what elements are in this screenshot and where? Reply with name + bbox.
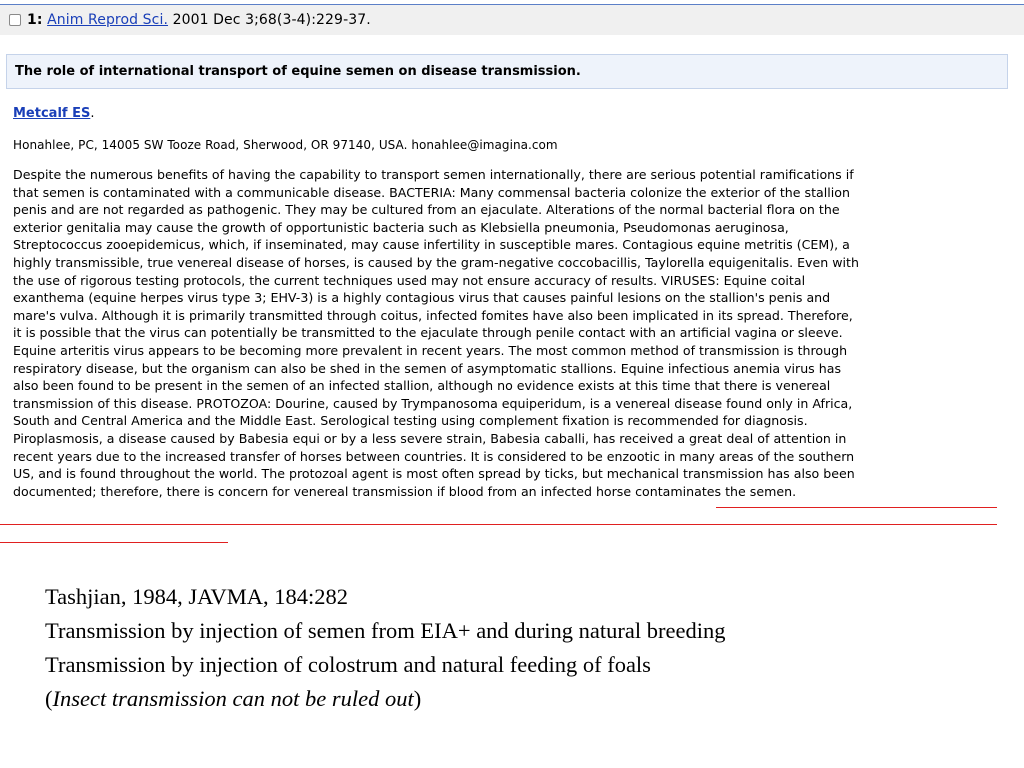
abstract-line: South and Central America and the Middle East. Serological testing using complement fixation is recommended for diagnosis. [13, 413, 808, 429]
abstract-line: the use of rigorous testing protocols, the current techniques used may not ensure accuracy of results. VIRUSES: Equine coital [13, 272, 806, 288]
italic-note: Insect transmission can not be ruled out [52, 686, 414, 711]
abstract-line: penis and are not regarded as pathogenic. They may be cultured from an ejaculate. Alterations of the normal bacterial flora on the [13, 202, 840, 218]
citation-number: 1: [27, 12, 43, 28]
abstract-line: respiratory disease, but the organism can also be shed in the semen of asymptomatic stallions. Equine infectious anemia virus has [13, 360, 842, 376]
paren-open: ( [45, 686, 53, 711]
slide-notes [45, 580, 725, 716]
abstract-line: Streptococcus zooepidemicus, which, if inseminated, may cause infertility in susceptible mares. Contagious equine metritis (CEM), a [13, 237, 850, 253]
citation-details: 2001 Dec 3;68(3-4):229-37. [172, 12, 371, 28]
author-suffix: . [90, 106, 95, 121]
affiliation: Honahlee, PC, 14005 SW Tooze Road, Sherwood, OR 97140, USA. honahlee@imagina.com [13, 138, 558, 152]
select-checkbox[interactable] [9, 14, 21, 26]
note-line: Transmission by injection of colostrum and natural feeding of foals [45, 652, 651, 677]
citation [27, 12, 371, 28]
journal-link[interactable]: Anim Reprod Sci. [47, 12, 169, 28]
abstract-line: Despite the numerous benefits of having the capability to transport semen internationally, there are serious potential ramifications if [13, 167, 854, 182]
abstract-line: documented; therefore, there is concern for venereal transmission if blood from an infected horse contaminates the semen. [13, 483, 797, 499]
article-title-box [6, 54, 1008, 89]
note-line [45, 682, 725, 716]
abstract-line: transmission of this disease. PROTOZOA: Dourine, caused by Trympanosoma equiperidum, is a venereal disease found only in Africa, [13, 395, 853, 411]
author-line [13, 106, 94, 121]
abstract [13, 166, 1011, 500]
abstract-line: it is possible that the virus can potentially be transmitted to the ejaculate through penile contact with an artificial vagina or sleeve. [13, 325, 843, 341]
abstract-line: recent years due to the increased transfer of horses between countries. It is considered to be enzootic in many areas of the southern [13, 448, 855, 464]
highlight-underline [716, 507, 997, 508]
abstract-line: mare's vulva. Although it is primarily transmitted through coitus, infected fomites have also been implicated in its spread. Therefore, [13, 307, 853, 323]
highlight-underline [0, 524, 997, 525]
abstract-line: also been found to be present in the semen of an infected stallion, although no evidence exists at this time that there is venereal [13, 378, 831, 394]
author-link[interactable]: Metcalf ES [13, 106, 91, 121]
abstract-line: Equine arteritis virus appears to be becoming more prevalent in recent years. The most common method of transmission is through [13, 342, 848, 358]
article-title: The role of international transport of equine semen on disease transmission. [15, 64, 581, 79]
abstract-line: Piroplasmosis, a disease caused by Babesia equi or by a less severe strain, Babesia caballi, has received a great deal of attention in [13, 430, 847, 446]
abstract-line: exterior genitalia may cause the growth of opportunistic bacteria such as Klebsiella pneumonia, Pseudomonas aeruginosa, [13, 219, 789, 235]
highlight-underline [0, 542, 228, 543]
note-line: Transmission by injection of semen from EIA+ and during natural breeding [45, 618, 726, 643]
citation-bar [0, 4, 1024, 35]
abstract-line: highly transmissible, true venereal disease of horses, is caused by the gram-negative coccobacillis, Taylorella equigenitalis. Even with [13, 254, 859, 270]
abstract-line: US, and is found throughout the world. The protozoal agent is most often spread by ticks, but mechanical transmission has also been [13, 466, 855, 482]
abstract-line: that semen is contaminated with a communicable disease. BACTERIA: Many commensal bacteria colonize the exterior of the stallion [13, 184, 850, 200]
abstract-line: exanthema (equine herpes virus type 3; EHV-3) is a highly contagious virus that causes painful lesions on the stallion's penis and [13, 290, 831, 306]
reference-line: Tashjian, 1984, JAVMA, 184:282 [45, 584, 349, 609]
paren-close: ) [413, 686, 422, 711]
